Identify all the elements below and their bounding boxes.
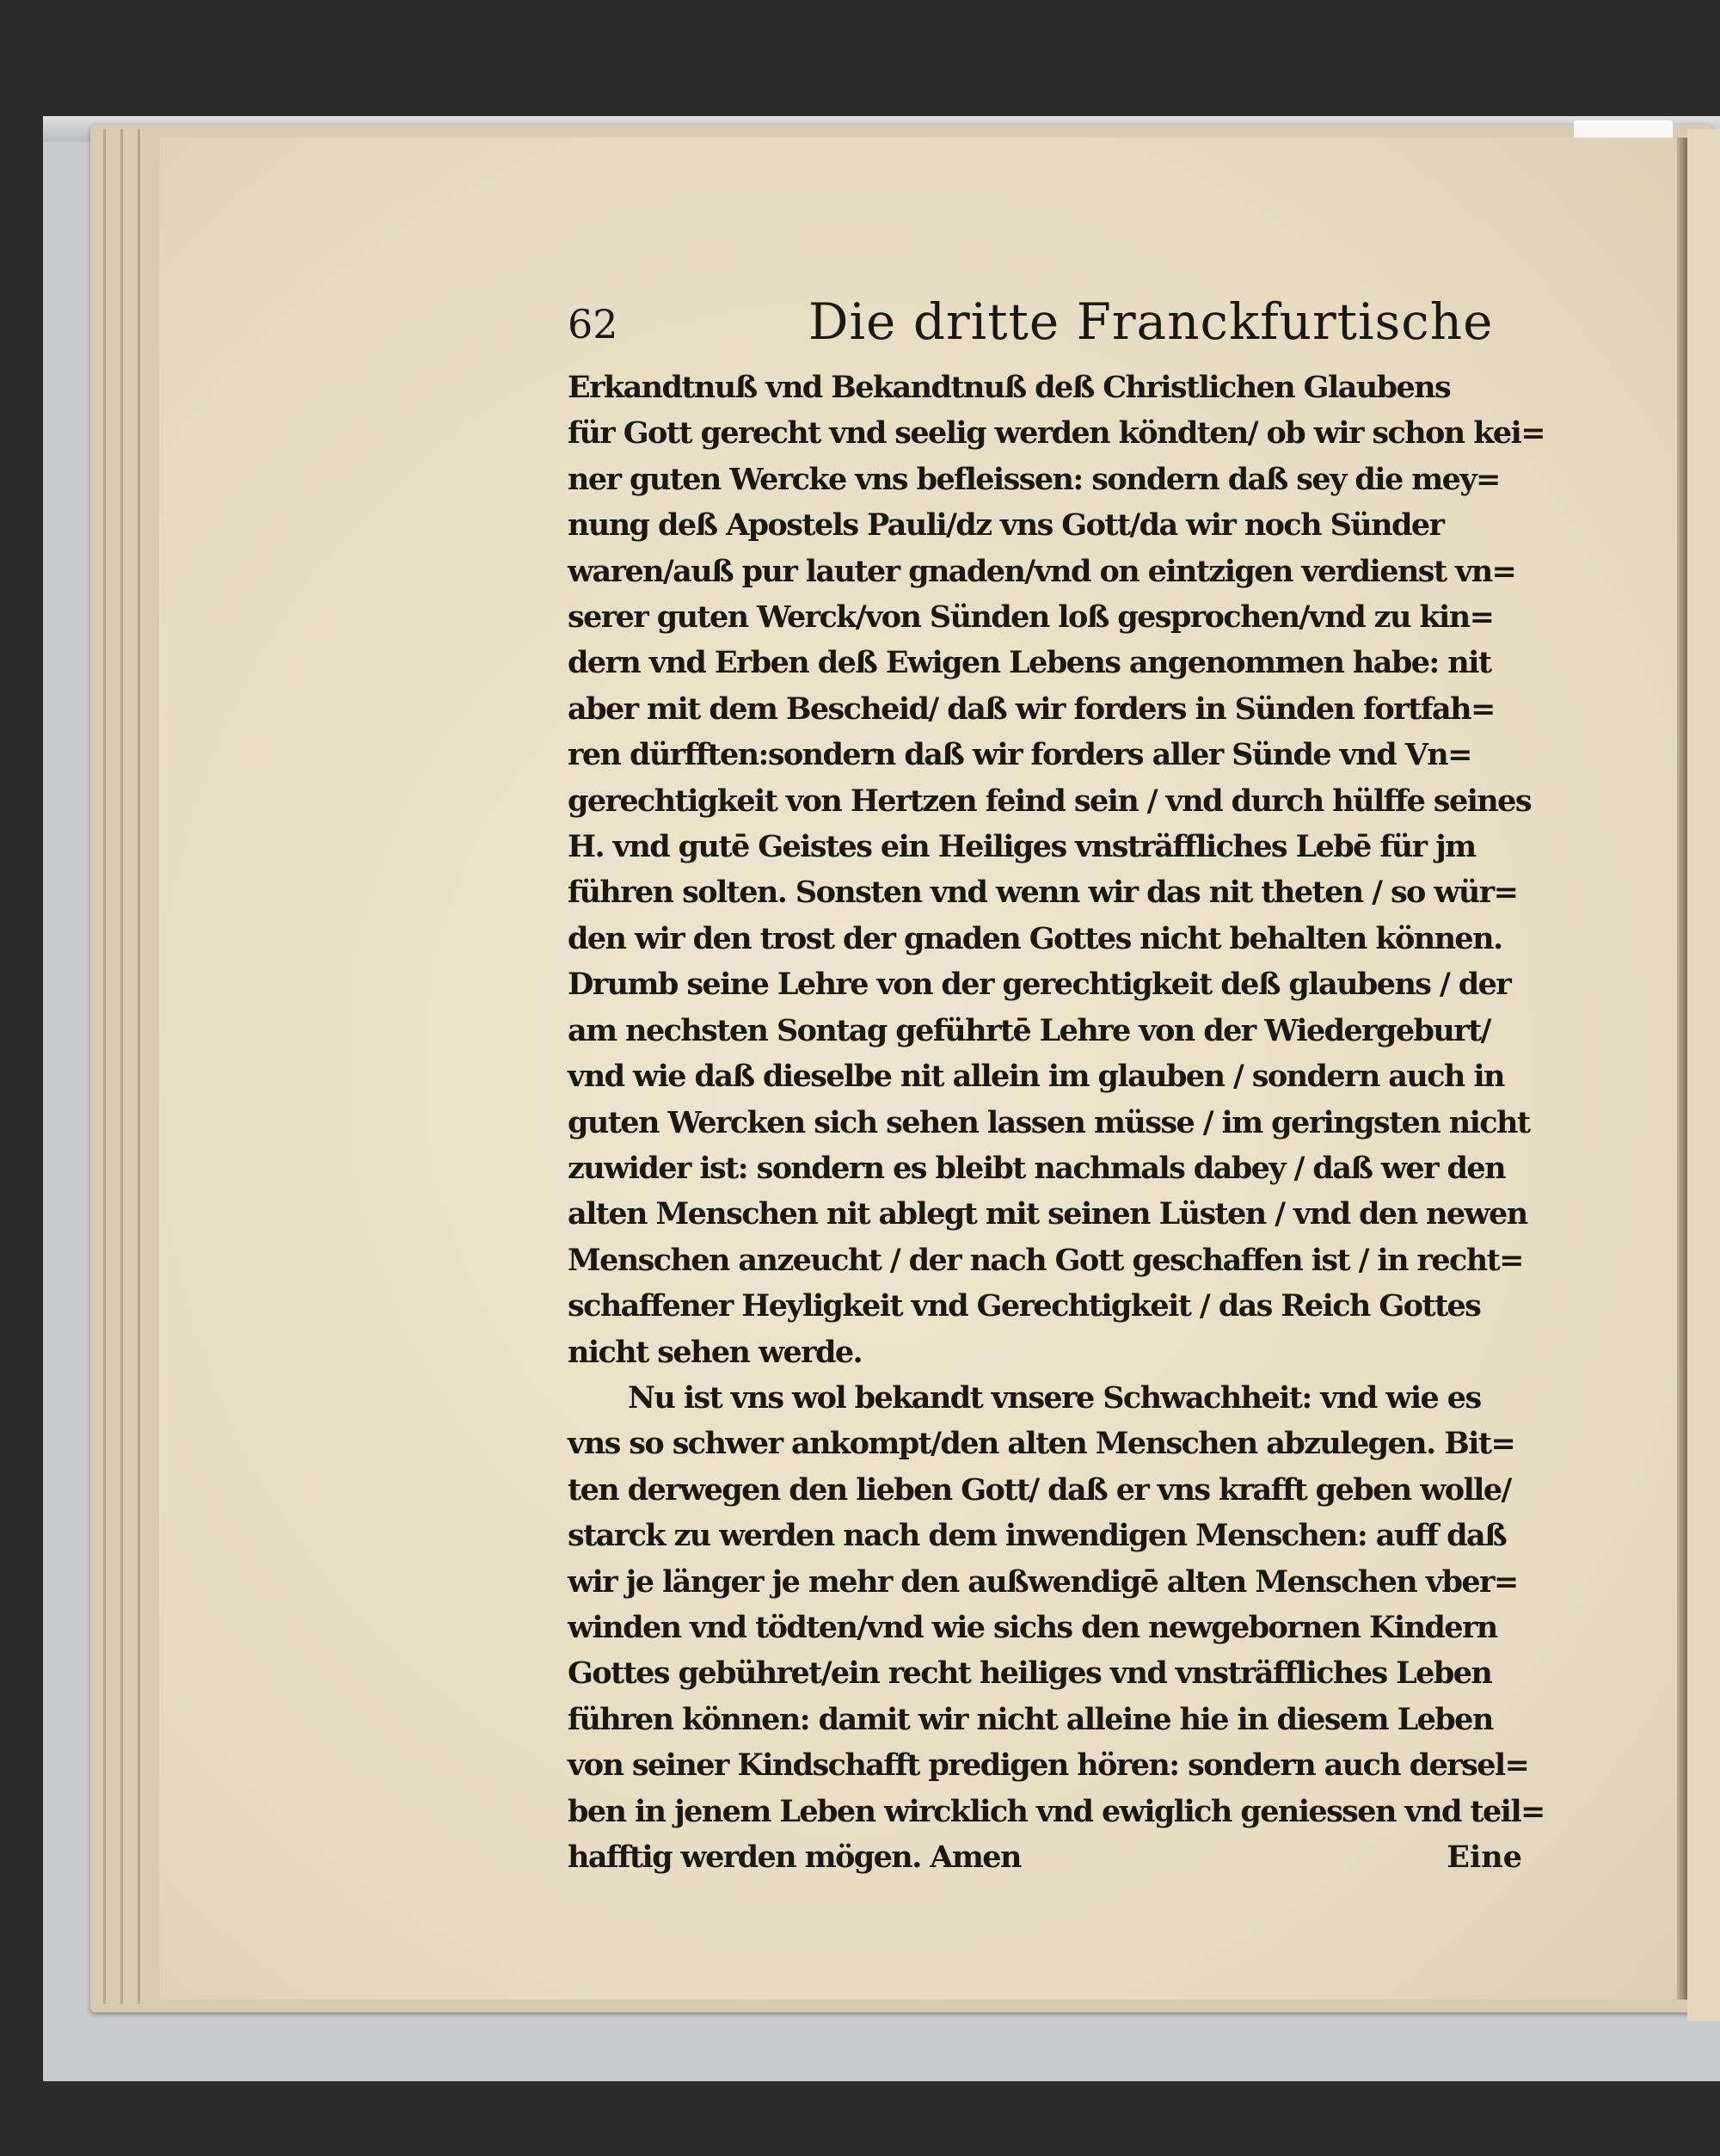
text-line: H. vnd gutē Geistes ein Heiliges vnsträffliches Lebē für jm — [568, 829, 1476, 865]
page-edge — [120, 129, 123, 2004]
page-number: 62 — [568, 301, 618, 347]
text-line: vns so schwer ankompt/den alten Menschen abzulegen. Bit= — [568, 1426, 1515, 1462]
text-line: nicht sehen werde. — [568, 1334, 863, 1370]
text-line: führen solten. Sonsten vnd wenn wir das nit theten / so wür= — [568, 875, 1518, 911]
text-line: waren/auß pur lauter gnaden/vnd on eintzigen verdienst vn= — [568, 553, 1516, 589]
text-line: Drumb seine Lehre von der gerechtigkeit deß glaubens / der — [568, 967, 1511, 1003]
text-line: guten Wercken sich sehen lassen müsse / im geringsten nicht — [568, 1104, 1530, 1140]
text-line: gerechtigkeit von Hertzen feind sein / vnd durch hülffe seines — [568, 783, 1531, 819]
text-line: schaffener Heyligkeit vnd Gerechtigkeit / das Reich Gottes — [568, 1288, 1481, 1324]
text-line: winden vnd tödten/vnd wie sichs den newgebornen Kindern — [568, 1609, 1497, 1645]
text-line: aber mit dem Bescheid/ daß wir forders in Sünden fortfah= — [568, 691, 1495, 727]
catchword: Eine — [1447, 1840, 1522, 1875]
text-line: serer guten Werck/von Sünden loß gesprochen/vnd zu kin= — [568, 599, 1494, 636]
page-edge — [103, 129, 106, 2004]
page-text-block — [568, 292, 1545, 1880]
text-line: ben in jenem Leben wircklich vnd ewiglich geniessen vnd teil= — [568, 1793, 1545, 1829]
text-line: Gottes gebühret/ein recht heiliges vnd vnsträffliches Leben — [568, 1655, 1492, 1692]
text-line: den wir den trost der gnaden Gottes nicht behalten können. — [568, 920, 1502, 956]
text-line: dern vnd Erben deß Ewigen Lebens angenommen habe: nit — [568, 645, 1491, 681]
text-line: starck zu werden nach dem inwendigen Menschen: auff daß — [568, 1518, 1507, 1554]
facing-page-edge — [1687, 129, 1720, 2021]
final-line-row — [568, 1834, 1522, 1880]
book-gutter — [1677, 138, 1687, 1999]
paragraph-start-line: Nu ist vns wol bekandt vnsere Schwachheit: vnd wie es — [628, 1379, 1481, 1416]
page-edge — [138, 129, 140, 2004]
text-line: wir je länger je mehr den außwendigē alten Menschen vber= — [568, 1563, 1518, 1600]
text-line: Menschen anzeucht / der nach Gott geschaffen ist / in recht= — [568, 1242, 1523, 1278]
text-line: führen können: damit wir nicht alleine hie in diesem Leben — [568, 1701, 1493, 1737]
page-header — [568, 292, 1522, 358]
text-line: ren dürfften:sondern daß wir forders aller Sünde vnd Vn= — [568, 737, 1471, 773]
text-line: zuwider ist: sondern es bleibt nachmals dabey / daß wer den — [568, 1150, 1505, 1186]
text-line: nung deß Apostels Pauli/dz vns Gott/da wir noch Sünder — [568, 507, 1444, 544]
text-line: vnd wie daß dieselbe nit allein im glauben / sondern auch in — [568, 1059, 1504, 1095]
text-line: alten Menschen nit ablegt mit seinen Lüsten / vnd den newen — [568, 1196, 1527, 1232]
text-line: ner guten Wercke vns befleissen: sondern daß sey die mey= — [568, 461, 1500, 497]
text-line: ten derwegen den lieben Gott/ daß er vns krafft geben wolle/ — [568, 1471, 1511, 1508]
text-line: von seiner Kindschafft predigen hören: sondern auch dersel= — [568, 1748, 1529, 1784]
final-text-line: hafftig werden mögen. Amen — [568, 1840, 1021, 1875]
text-line: für Gott gerecht vnd seelig werden köndten/ ob wir schon kei= — [568, 415, 1545, 451]
running-head: Die dritte Franckfurtische — [808, 292, 1494, 351]
text-line: Erkandtnuß vnd Bekandtnuß deß Christlichen Glaubens — [568, 370, 1451, 405]
text-line: am nechsten Sontag geführtē Lehre von der Wiedergeburt/ — [568, 1012, 1490, 1048]
